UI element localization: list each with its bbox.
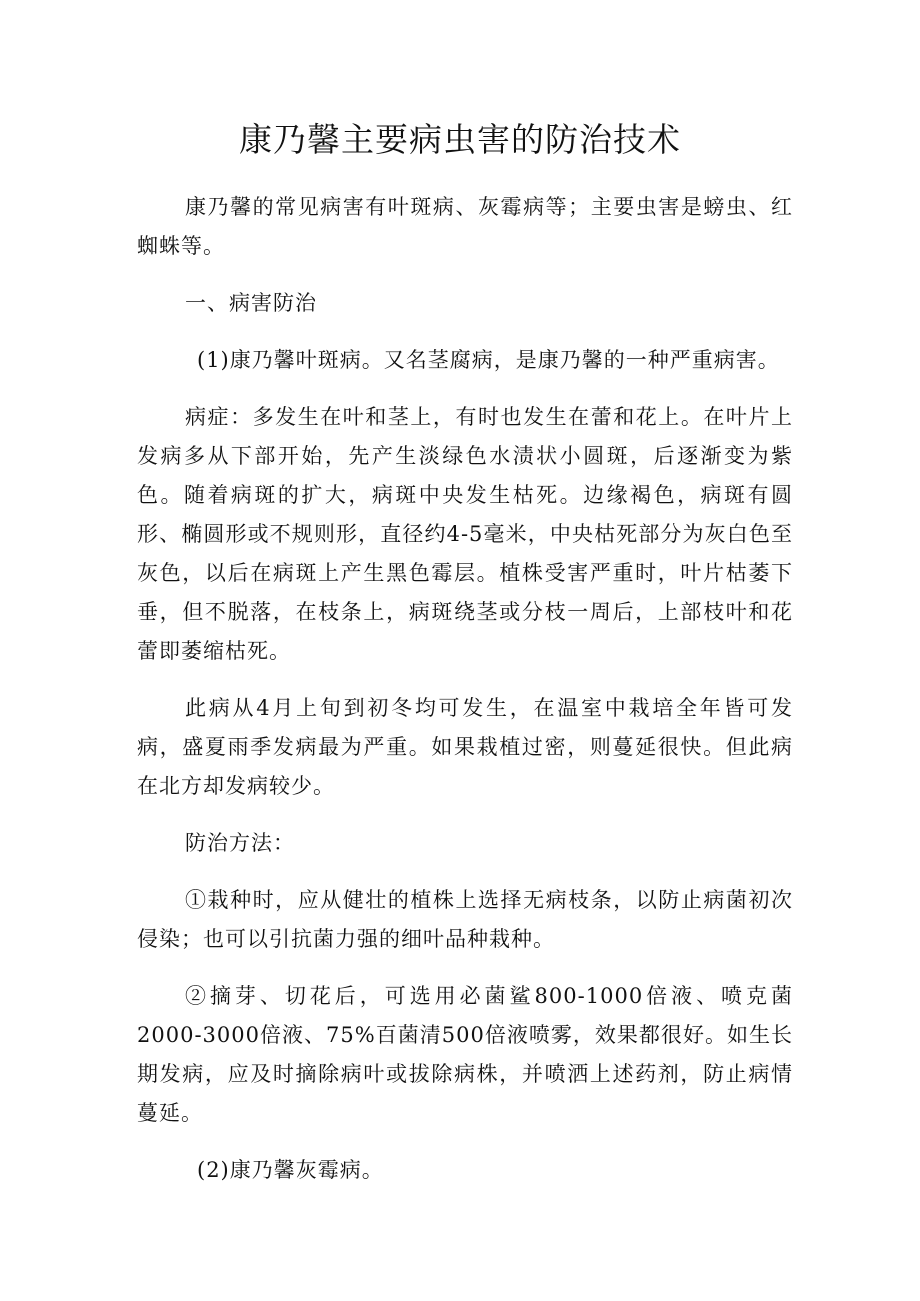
document-body: [137, 188, 793, 1208]
subheading-leaf-spot: (1)康乃馨叶斑病。又名茎腐病，是康乃馨的一种严重病害。: [197, 348, 780, 372]
subheading-gray-mold: (2)康乃馨灰霉病。: [197, 1158, 384, 1182]
control-methods-heading: 防治方法：: [185, 831, 295, 855]
occurrence-paragraph: 此病从4月上旬到初冬均可发生，在温室中栽培全年皆可发病，盛夏雨季发病最为严重。如果栽植过密，则蔓延很快。但此病在北方却发病较少。: [137, 696, 793, 798]
control-method-1: ①栽种时，应从健壮的植株上选择无病枝条，以防止病菌初次侵染；也可以引抗菌力强的细叶品种栽种。: [137, 888, 793, 951]
section-heading-disease-control: 一、病害防治: [185, 291, 317, 315]
intro-paragraph: 康乃馨的常见病害有叶斑病、灰霉病等；主要虫害是螃虫、红蜘蛛等。: [137, 195, 793, 258]
control-method-2: ②摘芽、切花后，可选用必菌鲨800-1000倍液、喷克菌2000-3000倍液、75%百菌清500倍液喷雾，效果都很好。如生长期发病，应及时摘除病叶或拔除病株，并喷洒上述药剂，防止病情蔓延。: [137, 984, 793, 1125]
document-title: 康乃馨主要病虫害的防治技术: [239, 120, 681, 159]
symptoms-paragraph: 病症：多发生在叶和茎上，有时也发生在蕾和花上。在叶片上发病多从下部开始，先产生淡绿色水渍状小圆斑，后逐渐变为紫色。随着病斑的扩大，病斑中央发生枯死。边缘褐色，病斑有圆形、椭圆形或不规则形，直径约4-5毫米，中央枯死部分为灰白色至灰色，以后在病斑上产生黑色霉层。植株受害严重时，叶片枯萎下垂，但不脱落，在枝条上，病斑绕茎或分枝一周后，上部枝叶和花蕾即萎缩枯死。: [137, 405, 793, 663]
